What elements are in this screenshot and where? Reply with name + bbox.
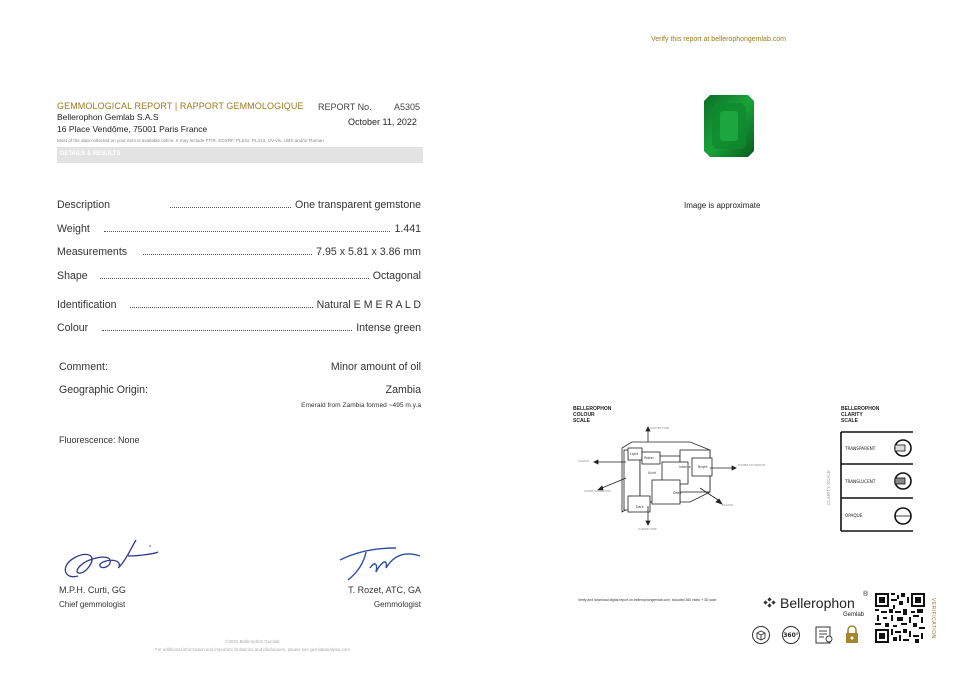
company-name: Bellerophon Gemlab S.A.S xyxy=(57,112,159,122)
detail-row-weight xyxy=(57,221,421,235)
brand-reg: ® xyxy=(863,591,869,598)
scale-label-colour-right: COLOUR xyxy=(722,504,733,507)
brand-name: Bellerophon xyxy=(780,595,855,611)
detail-row-identification xyxy=(57,297,421,311)
signer-name: T. Rozet, ATC, GA xyxy=(348,585,421,595)
scale-label-vivid: Vivid xyxy=(648,471,656,475)
emerald-image xyxy=(702,93,756,159)
detail-value: Intense green xyxy=(356,322,421,334)
detail-label: Description xyxy=(57,199,110,211)
scale-label-higher-sat: HIGHER SATURATION xyxy=(738,464,766,467)
detail-row-colour xyxy=(57,320,421,334)
lock-icon xyxy=(843,624,861,644)
scale-label-lighter: LIGHTER TONE xyxy=(650,427,670,430)
clarity-scale-diagram xyxy=(839,430,915,534)
detail-value: One transparent gemstone xyxy=(294,199,421,211)
origin-note: Emerald from Zambia formed ~495 m.y.a xyxy=(301,402,421,409)
detail-value: Octagonal xyxy=(372,270,421,282)
scale-label-colour-left: COLOUR xyxy=(578,460,589,463)
detail-row-description xyxy=(57,197,421,211)
scale-label-deep: Deep xyxy=(673,491,682,495)
detail-row-shape xyxy=(57,268,421,282)
clarity-level: TRANSLUCENT xyxy=(845,479,876,484)
scale-label-lower-sat: LOWER SATURATION xyxy=(584,490,611,493)
detail-label: Weight xyxy=(57,223,90,235)
verification-vertical-label: VERIFICATION xyxy=(930,598,936,639)
report-date: October 11, 2022 xyxy=(348,117,417,127)
detail-label: Shape xyxy=(57,270,88,282)
scale-label-pastel: Pastel xyxy=(644,456,654,460)
360-video-icon xyxy=(781,625,801,645)
certificate-icon xyxy=(813,624,835,646)
scale-label-darker: DARKER TONE xyxy=(638,528,657,531)
report-number-label: REPORT No. xyxy=(318,102,372,112)
brand-sub: Gemlab xyxy=(843,612,865,618)
detail-label: Measurements xyxy=(57,246,128,258)
detail-label: Colour xyxy=(57,322,89,334)
report-title: GEMMOLOGICAL REPORT | RAPPORT GEMMOLOGIQUE xyxy=(57,101,304,111)
signer-name: M.P.H. Curti, GG xyxy=(59,585,126,595)
footer-copyright: ©2022 Bellerophon Gemlab xyxy=(225,639,280,644)
detail-value: 7.95 x 5.81 x 3.86 mm xyxy=(316,246,421,258)
scale-label-light: Light xyxy=(630,452,638,456)
scale-label-intense: Intense xyxy=(679,465,691,469)
comment-value: Minor amount of oil xyxy=(330,361,421,373)
digital-report-note: Verify and download digital report on bellerophongemlab.com, included 360 video + 3D scan xyxy=(578,598,717,602)
verify-link[interactable]: Verify this report at bellerophongemlab.com xyxy=(651,36,787,43)
data-note: Most of the data collected on your item is available online. It may include FTIR, EDXRF, PL532, PL313, UV-vis, LIBS and/or Raman xyxy=(57,138,324,143)
footer-info: For additional information and important limitations and disclaimers, please see gemlabanalysis.com xyxy=(155,647,350,652)
detail-value: 1.441 xyxy=(394,223,421,235)
3d-scan-icon xyxy=(751,625,771,645)
origin-value: Zambia xyxy=(385,384,421,396)
clarity-scale-title: BELLEROPHON CLARITY SCALE xyxy=(841,406,880,424)
fluorescence: Fluorescence: None xyxy=(59,435,140,445)
clarity-side-label: CLARITY SCALE xyxy=(826,470,831,505)
image-caption: Image is approximate xyxy=(684,201,761,210)
colour-scale-diagram xyxy=(570,422,770,534)
section-bar-label: DETAILS & RESULTS xyxy=(60,151,121,157)
colour-scale-title: BELLEROPHON COLOUR SCALE xyxy=(573,406,612,424)
detail-value: Natural E M E R A L D xyxy=(316,299,421,311)
company-address: 16 Place Vendôme, 75001 Paris France xyxy=(57,124,208,134)
detail-row-measurements xyxy=(57,244,421,258)
clarity-level: TRANSPARENT xyxy=(845,446,876,451)
360-badge-text: 360° xyxy=(783,632,799,639)
section-bar xyxy=(57,147,423,163)
report-number: A5305 xyxy=(394,102,421,112)
bellerophon-logo-icon xyxy=(762,595,778,611)
detail-label: Identification xyxy=(57,299,117,311)
scale-label-dark: Dark xyxy=(636,505,644,509)
scale-label-bright: Bright xyxy=(698,465,708,469)
clarity-level: OPAQUE xyxy=(845,513,863,518)
comment-label: Comment: xyxy=(59,361,108,373)
origin-label: Geographic Origin: xyxy=(59,384,148,396)
signer-role: Chief gemmologist xyxy=(59,600,126,609)
qr-code[interactable] xyxy=(875,593,925,643)
signer-role: Gemmologist xyxy=(373,600,421,609)
signature-rozet xyxy=(336,538,426,584)
signature-curti xyxy=(58,536,162,584)
